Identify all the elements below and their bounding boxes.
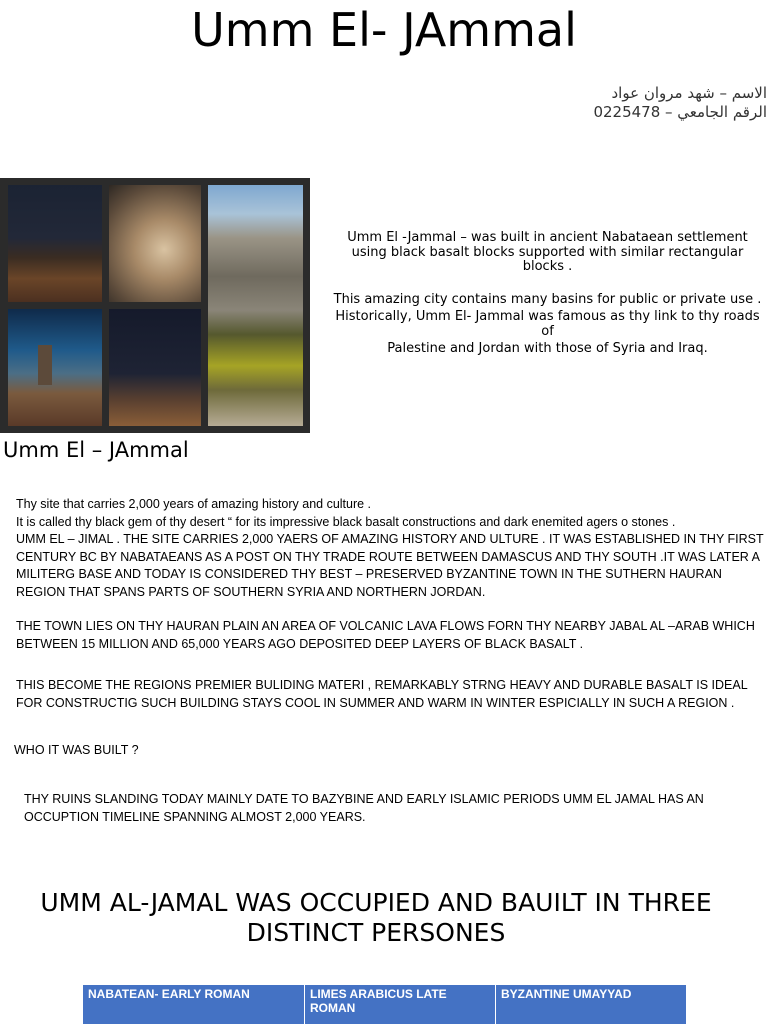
student-name: الاسم – شهد مروان عواد	[611, 84, 767, 102]
intro-line-2: Historically, Umm El- Jammal was famous as thy link to thy roads of	[335, 308, 760, 339]
intro-paragraph-2	[330, 290, 765, 359]
period-header-1: NABATEAN- EARLY ROMAN	[83, 985, 305, 1024]
collage-caption: Umm El – JAmmal	[3, 438, 189, 462]
photo-night-ruins	[8, 185, 102, 302]
history-line-1: Thy site that carries 2,000 years of amazing history and culture .	[16, 497, 372, 511]
question-text: WHO IT WAS BUILT ?	[14, 743, 139, 757]
photo-basin-cistern	[208, 185, 303, 426]
period-header-2: LIMES ARABICUS LATE ROMAN	[305, 985, 496, 1024]
material-paragraph	[16, 677, 764, 712]
intro-text	[330, 231, 765, 359]
period-header-3: BYZANTINE UMAYYAD	[496, 985, 686, 1024]
photo-collage	[0, 178, 310, 433]
ruins-text: THY RUINS SLANDING TODAY MAINLY DATE TO BAZYBINE AND EARLY ISLAMIC PERIODS UMM EL JAMAL HAS AN OCCUPTION TIMELINE SPANNING ALMOST 2,000 YEARS.	[24, 792, 704, 824]
intro-line-3: Palestine and Jordan with those of Syria and Iraq.	[387, 340, 708, 356]
intro-paragraph-1: Umm El -Jammal – was built in ancient Nabataean settlement using black basalt blocks supported with similar rectangular blocks .	[347, 230, 748, 274]
material-text: THIS BECOME THE REGIONS PREMIER BULIDING MATERI , REMARKABLY STRNG HEAVY AND DURABLE BASALT IS IDEAL FOR CONSTRUCTIG SUCH BUILDING STAYS COOL IN SUMMER AND WARM IN WINTER ESPICIALLY IN SUCH A REGION .	[16, 678, 748, 710]
geology-paragraph	[16, 618, 764, 653]
student-info	[507, 84, 767, 122]
history-paragraph	[16, 496, 764, 601]
photo-tower-ruins	[8, 309, 102, 426]
tower-silhouette	[38, 345, 52, 385]
section-heading: UMM AL-JAMAL WAS OCCUPIED AND BAUILT IN THREE DISTINCT PERSONES	[40, 888, 712, 947]
question-heading	[14, 742, 762, 760]
page-title: Umm El- JAmmal	[191, 3, 577, 57]
intro-line-1: This amazing city contains many basins for public or private use .	[333, 291, 762, 307]
periods-table	[83, 985, 686, 1024]
photo-night-desert	[109, 309, 201, 426]
history-line-3: UMM EL – JIMAL . THE SITE CARRIES 2,000 YAERS OF AMAZING HISTORY AND ULTURE . IT WAS ESTABLISHED IN THY FIRST CENTURY BC BY NABATAEANS AS A POST ON THY TRADE ROUTE BETWEEN DAMASCUS AND THY SOUTH .IT WAS LATER A MILITERG BASE AND TODAY IS CONSIDERED THY BEST – PRESERVED BYZANTINE TOWN IN THE SUTHERN HAURAN REGION THAT SPANS PARTS OF SOUTHERN SYRIA AND NORTHERN JORDAN.	[16, 532, 764, 599]
student-id: الرقم الجامعي – 0225478	[593, 103, 767, 121]
photo-stone-arch	[109, 185, 201, 302]
history-line-2: It is called thy black gem of thy desert “ for its impressive black basalt constructions and dark enemited agers o stones .	[16, 514, 676, 529]
ruins-paragraph	[24, 791, 768, 826]
geology-text: THE TOWN LIES ON THY HAURAN PLAIN AN AREA OF VOLCANIC LAVA FLOWS FORN THY NEARBY JABAL AL –ARAB WHICH BETWEEN 15 MILLION AND 65,000 YEARS AGO DEPOSITED DEEP LAYERS OF BLACK BASALT .	[16, 619, 755, 651]
